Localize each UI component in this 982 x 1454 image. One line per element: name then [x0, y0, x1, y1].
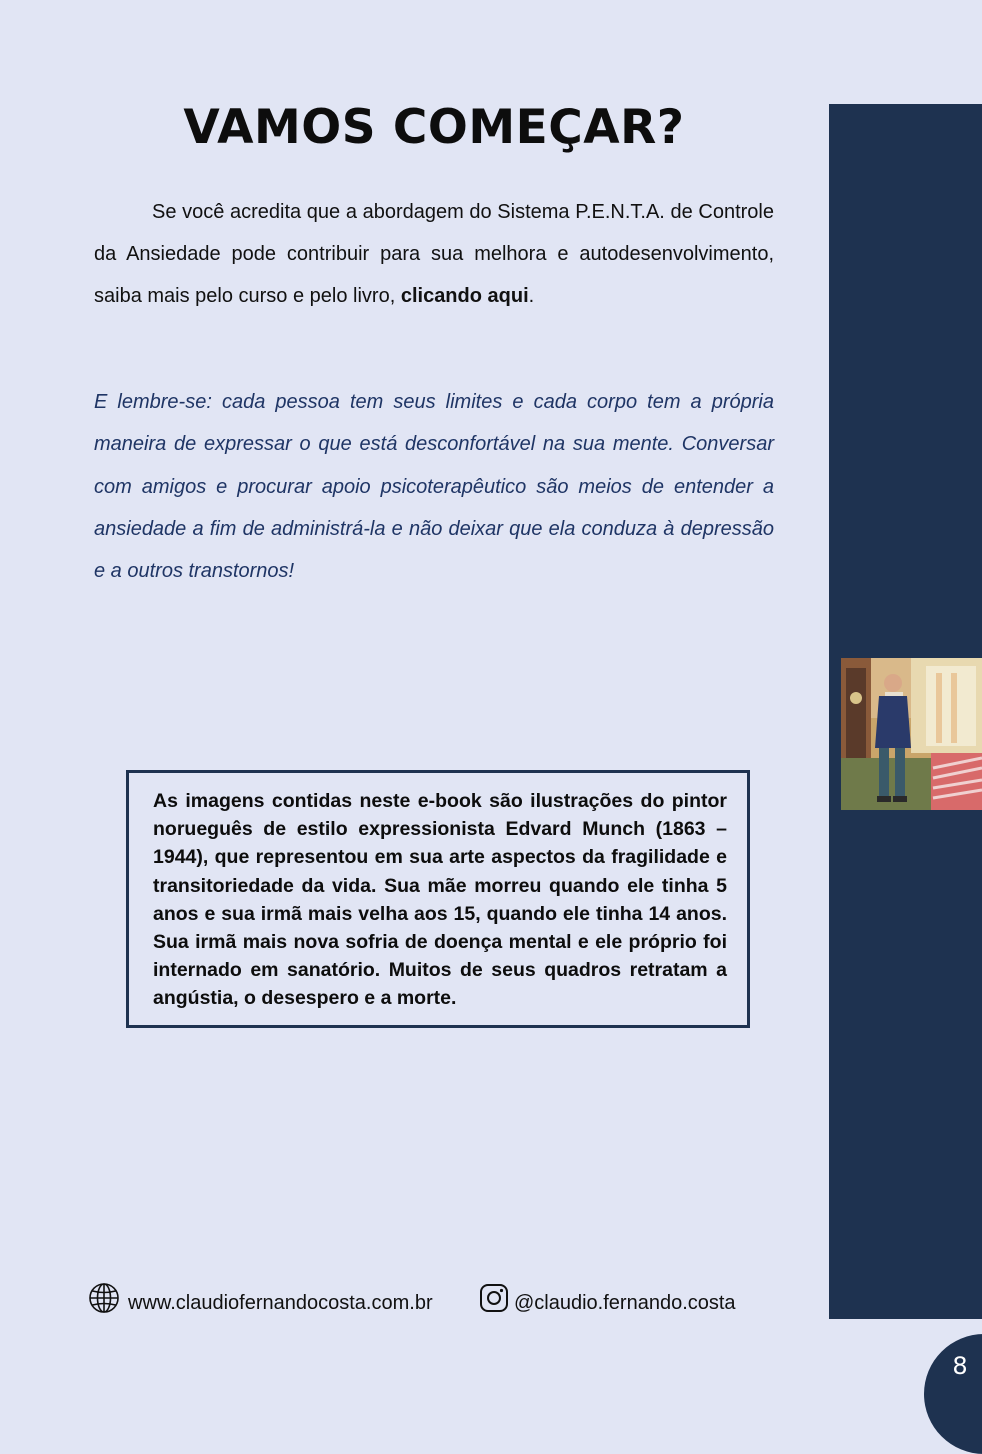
website-url: www.claudiofernandocosta.com.br: [128, 1292, 433, 1314]
clicando-aqui-link[interactable]: clicando aqui: [400, 285, 529, 307]
page-title: VAMOS COMEÇAR?: [183, 100, 685, 155]
globe-icon: [88, 1282, 120, 1314]
instagram-handle: @claudio.fernando.costa: [514, 1292, 736, 1314]
intro-end: .: [528, 285, 535, 307]
page-number: 8: [952, 1352, 968, 1380]
munch-painting-thumbnail: [841, 658, 982, 810]
munch-note-text: As imagens contidas neste e-book são ilustrações do pintor norueguês de estilo expressionista Edvard Munch (1863 – 1944), que representou em sua arte aspectos da fragilidade e transitoriedade da vida. Sua mãe morreu quando ele tinha 5 anos e sua irmã mais velha aos 15, quando ele tinha 14 anos. Sua irmã mais nova sofria de doença mental e ele próprio foi internado em sanatório. Muitos de seus quadros retratam a angústia, o desespero e a morte.: [153, 790, 727, 1010]
instagram-icon: [478, 1282, 510, 1314]
reminder-paragraph: E lembre-se: cada pessoa tem seus limites e cada corpo tem a própria maneira de expressar o que está desconfortável na sua mente. Conversar com amigos e procurar apoio psicoterapêutico são meios de entender a ansiedade a fim de administrá-la e não deixar que ela conduza à depressão e a outros transtornos!: [94, 391, 774, 583]
footer: [88, 1280, 788, 1320]
munch-note-box: [126, 770, 750, 1028]
intro-text: Se você acredita que a abordagem do Sistema P.E.N.T.A. de Controle da Ansiedade pode contribuir para sua melhora e autodesenvolvimento, saiba mais pelo curso e pelo livro,: [94, 201, 774, 307]
intro-paragraph: [94, 191, 774, 317]
